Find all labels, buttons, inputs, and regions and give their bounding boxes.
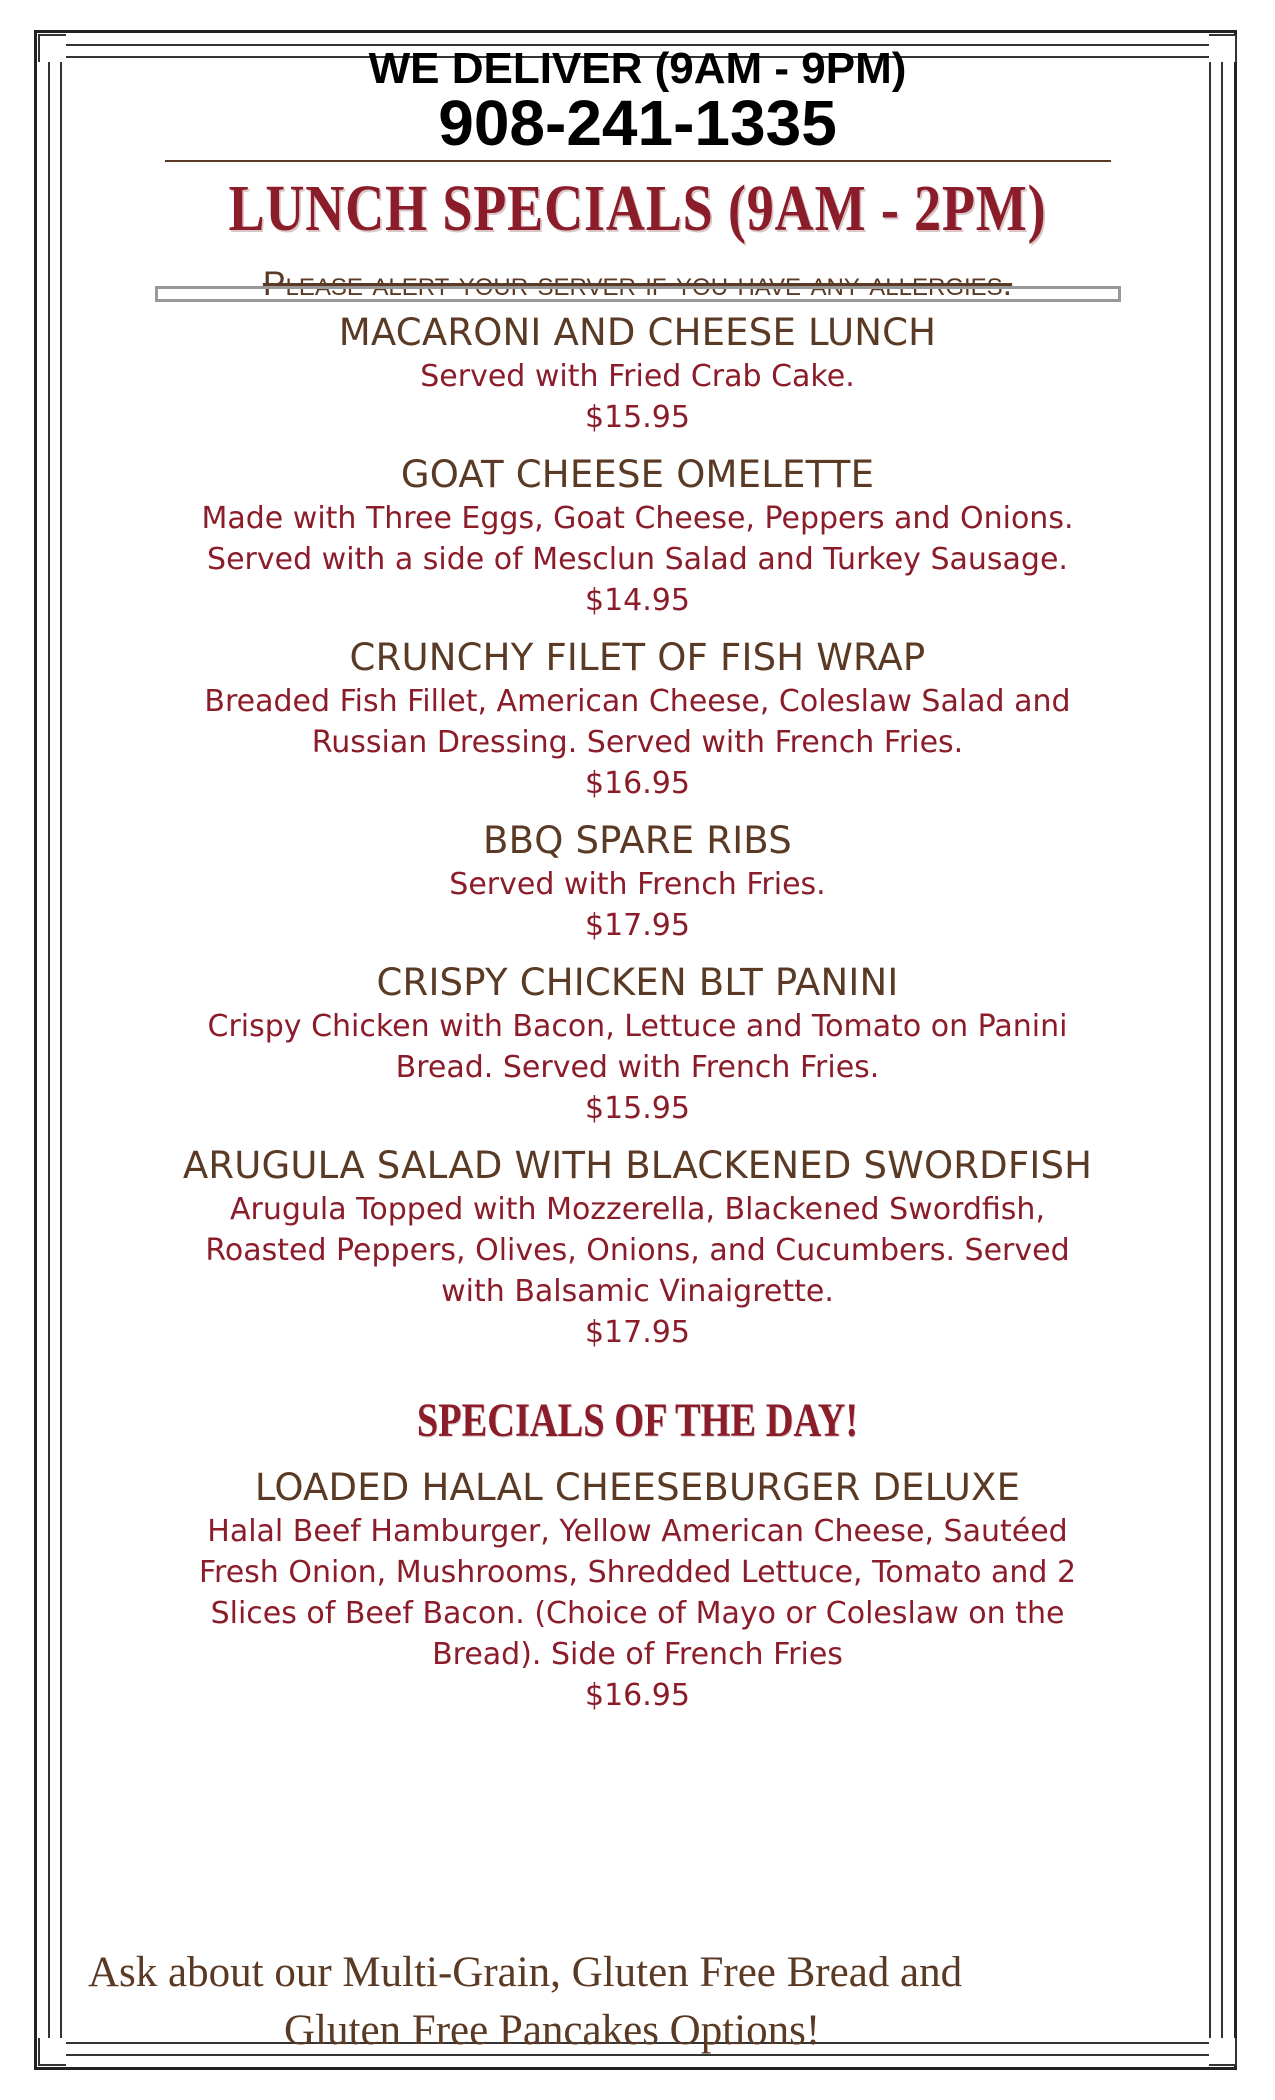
menu-item-name: ARUGULA SALAD WITH BLACKENED SWORDFISH: [182, 1144, 1093, 1187]
lunch-specials-title: LUNCH SPECIALS (9AM - 2PM): [228, 172, 1047, 245]
menu-item-desc-line: Arugula Topped with Mozzerella, Blackened Swordfish,: [230, 1192, 1045, 1227]
menu-item-desc-line: Bread. Served with French Fries.: [395, 1050, 880, 1085]
menu-item: [110, 635, 1165, 804]
lunch-items-list: [110, 310, 1165, 1353]
menu-item-price: $14.95: [585, 583, 690, 618]
menu-item-desc-line: Breaded Fish Fillet, American Cheese, Coleslaw Salad and: [204, 684, 1071, 719]
menu-item-price: $15.95: [585, 1091, 690, 1126]
menu-item-desc-line: with Balsamic Vinaigrette.: [441, 1274, 834, 1309]
menu-item-price: $17.95: [585, 908, 690, 943]
menu-item: [110, 310, 1165, 438]
menu-item-desc-line: Made with Three Eggs, Goat Cheese, Peppers and Onions.: [201, 501, 1074, 536]
special-item-name: LOADED HALAL CHEESEBURGER DELUXE: [254, 1466, 1021, 1509]
gluten-free-note-line2: Gluten Free Pancakes Options!: [284, 2007, 821, 2054]
allergy-note: Please alert your server if you have any allergies.: [262, 265, 1013, 303]
corner-ornament-top-right: [1209, 34, 1237, 62]
gluten-free-note: [70, 1944, 1110, 2060]
menu-item-desc-line: Crispy Chicken with Bacon, Lettuce and Tomato on Panini: [207, 1009, 1068, 1044]
menu-item: [110, 960, 1165, 1129]
allergy-note-frame: [155, 286, 1121, 302]
menu-item-name: BBQ SPARE RIBS: [483, 819, 792, 862]
menu-item-price: $15.95: [585, 400, 690, 435]
menu-item-desc-line: Roasted Peppers, Olives, Onions, and Cucumbers. Served: [205, 1233, 1070, 1268]
special-item-desc-line: Bread). Side of French Fries: [432, 1637, 843, 1672]
menu-item-desc-line: Served with a side of Mesclun Salad and Turkey Sausage.: [207, 542, 1068, 577]
special-item-desc-line: Slices of Beef Bacon. (Choice of Mayo or Coleslaw on the: [210, 1596, 1065, 1631]
menu-item-desc-line: Russian Dressing. Served with French Fries.: [311, 725, 964, 760]
allergy-note-box: [155, 264, 1121, 304]
delivery-hours: WE DELIVER (9AM - 9PM): [368, 44, 907, 93]
menu-item-name: CRISPY CHICKEN BLT PANINI: [376, 961, 899, 1004]
menu-item-desc-line: Served with French Fries.: [449, 867, 826, 902]
corner-ornament-bottom-left: [38, 2038, 66, 2066]
special-item-desc-line: Halal Beef Hamburger, Yellow American Cheese, Sautéed: [207, 1514, 1068, 1549]
header-divider: [165, 160, 1111, 162]
corner-ornament-top-left: [38, 34, 66, 62]
menu-item-price: $17.95: [585, 1315, 690, 1350]
menu-item-name: GOAT CHEESE OMELETTE: [400, 453, 875, 496]
menu-item: [110, 452, 1165, 621]
menu-item: [110, 1143, 1165, 1353]
menu-item-price: $16.95: [585, 766, 690, 801]
special-item-desc-line: Fresh Onion, Mushrooms, Shredded Lettuce, Tomato and 2: [198, 1555, 1077, 1590]
menu-item-name: MACARONI AND CHEESE LUNCH: [338, 311, 937, 354]
menu-item-name: CRUNCHY FILET OF FISH WRAP: [349, 636, 926, 679]
gluten-free-note-line1: Ask about our Multi-Grain, Gluten Free Bread and: [88, 1949, 963, 1996]
phone-number[interactable]: 908-241-1335: [438, 87, 837, 159]
specials-of-the-day-title: SPECIALS OF THE DAY!: [416, 1394, 859, 1447]
corner-ornament-bottom-right: [1209, 2038, 1237, 2066]
menu-content: [110, 46, 1165, 1716]
menu-item: [110, 818, 1165, 946]
menu-item-desc-line: Served with Fried Crab Cake.: [420, 359, 855, 394]
special-item: [110, 1465, 1165, 1716]
special-item-price: $16.95: [585, 1678, 690, 1713]
